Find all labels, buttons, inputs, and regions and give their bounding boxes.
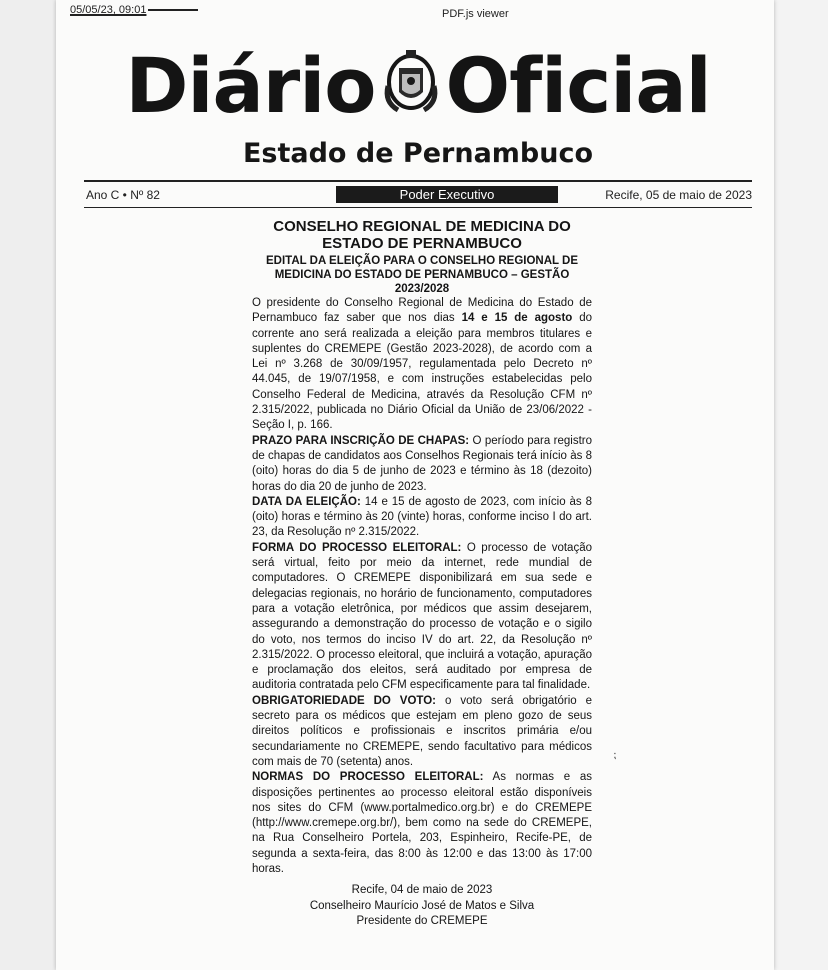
masthead-bottom-rule bbox=[84, 207, 752, 208]
section-forma: FORMA DO PROCESSO ELEITORAL: O processo de votação será virtual, feito por meio da internet, rede mundial de computadores. O CREMEPE disponibilizará em sua sede e delegacias regionais, no horário de funcionamento, computadores para a votação eletrônica, por médicos que assim desejarem, assegurando a demonstração do processo de votação e o sigilo do voto, nos termos do inciso IV do art. 22, da Resolução nº 2.315/2022. O processo eleitoral, que incluirá a votação, apuração e proclamação dos eleitos, será auditado por empresa de auditoria contratada pelo CFM especificamente para tal finalidade. bbox=[252, 541, 592, 692]
print-timestamp: 05/05/23, 09:01 bbox=[70, 4, 147, 16]
notice-column bbox=[252, 218, 592, 929]
election-dates: 14 e 15 de agosto bbox=[461, 312, 573, 325]
signature-place-date: Recife, 04 de maio de 2023 bbox=[351, 884, 493, 897]
masthead-top-rule bbox=[84, 180, 752, 182]
coat-of-arms-icon bbox=[380, 46, 442, 116]
section-prazo: PRAZO PARA INSCRIÇÃO DE CHAPAS: O período para registro de chapas de candidatos aos Conselhos Regionais terá início às 8 (oito) horas do dia 5 de junho de 2023 e término às 18 (dezoito) horas do dia 20 de junho de 2023. bbox=[252, 434, 592, 493]
masthead-title bbox=[88, 40, 748, 132]
left-margin bbox=[0, 0, 56, 970]
signature-role: Presidente do CREMEPE bbox=[356, 914, 488, 927]
edition-date: Recife, 05 de maio de 2023 bbox=[605, 188, 752, 202]
print-header bbox=[70, 4, 509, 20]
intro-paragraph: O presidente do Conselho Regional de Medicina do Estado de Pernambuco faz saber que nos dias 14 e 15 de agosto do corrente ano será realizada a eleição para membros titulares e suplentes do CREMEPE (Gestão 2023-2028), de acordo com a Lei nº 3.268 de 30/09/1957, regulamentada pelo Decreto nº 44.045, de 19/07/1958, e com instruções estabelecidas pelo Conselho Federal de Medicina, através da Resolução CFM nº 2.315/2022, publicada no Diário Oficial da União de 23/06/2022 - Seção I, p. 166. bbox=[252, 297, 592, 432]
edition-number: Ano C • Nº 82 bbox=[86, 188, 160, 202]
timestamp-underline bbox=[148, 9, 198, 11]
title-left: Diário bbox=[125, 41, 376, 130]
masthead-subtitle: Estado de Pernambuco bbox=[242, 138, 594, 169]
right-margin bbox=[774, 0, 828, 970]
viewer-label: PDF.js viewer bbox=[442, 8, 509, 20]
section-data: DATA DA ELEIÇÃO: 14 e 15 de agosto de 2023, com início às 8 (oito) horas e término às 20 (vinte) horas, conforme inciso I do art. 23, da Resolução nº 2.315/2022. bbox=[252, 495, 592, 539]
section-obrigatoriedade: OBRIGATORIEDADE DO VOTO: o voto será obrigatório e secreto para os médicos que estejam em pleno gozo de seus direitos políticos e profissionais e inscritos primária e/ou secundariamente no CREMEPE, sendo facultativo para médicos com mais de 70 (setenta) anos. bbox=[252, 694, 593, 768]
scan-speck: ⁏ bbox=[613, 750, 617, 761]
edition-bar bbox=[84, 186, 752, 204]
signature-name: Conselheiro Maurício José de Matos e Silva bbox=[309, 899, 535, 912]
section-normas: NORMAS DO PROCESSO ELEITORAL: As normas e as disposições pertinentes ao processo eleitoral estão disponíveis nos sites do CFM (www.portalmedico.org.br) e do CREMEPE (http://www.cremepe.org.br/), bem como na sede do CREMEPE, na Rua Conselheiro Portela, 203, Espinheiro, Recife-PE, de segunda a sexta-feira, das 8:00 às 12:00 e das 13:00 às 17:00 horas. bbox=[252, 771, 592, 875]
title-right: Oficial bbox=[445, 41, 711, 130]
section-label: Poder Executivo bbox=[336, 186, 558, 203]
org-title: CONSELHO REGIONAL DE MEDICINA DO ESTADO DE PERNAMBUCO bbox=[273, 218, 571, 252]
edital-title: EDITAL DA ELEIÇÃO PARA O CONSELHO REGIONAL DE MEDICINA DO ESTADO DE PERNAMBUCO – GESTÃO 2023/2028 bbox=[265, 255, 578, 295]
